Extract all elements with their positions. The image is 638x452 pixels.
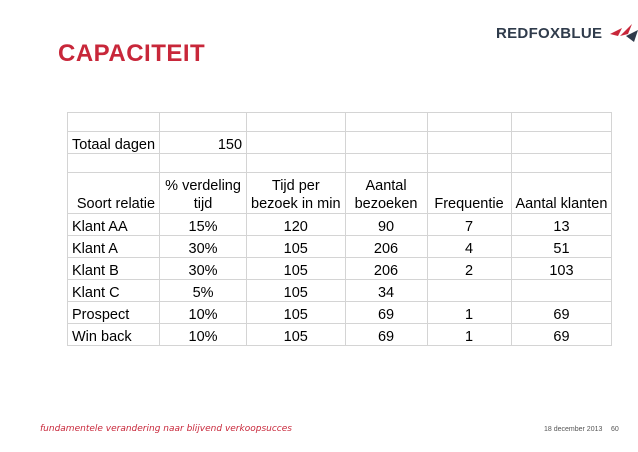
cell-klanten	[511, 280, 612, 302]
empty-row	[68, 154, 612, 173]
cell-tijd: 105	[247, 236, 345, 258]
totals-value: 150	[160, 132, 247, 154]
table-row	[68, 302, 612, 324]
cell-frequentie: 4	[427, 236, 511, 258]
brand-logo	[496, 22, 638, 44]
header-tijd-line2: bezoek in min	[251, 196, 341, 212]
table-row	[68, 280, 612, 302]
data-rows	[68, 214, 612, 346]
footer-tagline: fundamentele verandering naar blijvend verkoopsucces	[40, 424, 292, 434]
cell-relatie: Klant A	[68, 236, 160, 258]
cell-bezoeken: 69	[345, 302, 427, 324]
cell-klanten: 69	[511, 302, 612, 324]
cell-bezoeken: 90	[345, 214, 427, 236]
cell-relatie: Klant AA	[68, 214, 160, 236]
cell-frequentie: 1	[427, 302, 511, 324]
header-verdeling	[160, 173, 247, 214]
cell-bezoeken: 69	[345, 324, 427, 346]
cell-klanten: 51	[511, 236, 612, 258]
cell-frequentie: 2	[427, 258, 511, 280]
header-bezoeken-line2: bezoeken	[354, 196, 418, 212]
cell-frequentie	[427, 280, 511, 302]
cell-tijd: 120	[247, 214, 345, 236]
cell-verdeling: 10%	[160, 324, 247, 346]
cell-verdeling: 15%	[160, 214, 247, 236]
cell-relatie: Klant C	[68, 280, 160, 302]
header-tijd-line1: Tijd per	[271, 178, 320, 194]
cell-verdeling: 5%	[160, 280, 247, 302]
cell-bezoeken: 34	[345, 280, 427, 302]
cell-tijd: 105	[247, 302, 345, 324]
table-row	[68, 258, 612, 280]
cell-klanten: 69	[511, 324, 612, 346]
table-row	[68, 214, 612, 236]
totals-label: Totaal dagen	[68, 132, 160, 154]
header-soort-relatie: Soort relatie	[68, 173, 160, 214]
cell-klanten: 103	[511, 258, 612, 280]
header-verdeling-line1: % verdeling	[165, 178, 241, 194]
cell-frequentie: 1	[427, 324, 511, 346]
cell-verdeling: 30%	[160, 258, 247, 280]
cell-verdeling: 10%	[160, 302, 247, 324]
header-bezoeken-line1: Aantal	[365, 178, 407, 194]
header-aantal-klanten: Aantal klanten	[511, 173, 612, 214]
fox-mark-icon	[608, 22, 638, 44]
cell-tijd: 105	[247, 258, 345, 280]
cell-tijd: 105	[247, 280, 345, 302]
cell-tijd: 105	[247, 324, 345, 346]
page-number: 60	[611, 426, 619, 433]
table-row	[68, 236, 612, 258]
logo-text: REDFOXBLUE	[496, 24, 603, 42]
header-tijd-per-bezoek	[247, 173, 345, 214]
cell-verdeling: 30%	[160, 236, 247, 258]
cell-relatie: Win back	[68, 324, 160, 346]
header-verdeling-line2: tijd	[193, 196, 213, 212]
empty-row	[68, 113, 612, 132]
table-row	[68, 324, 612, 346]
header-aantal-bezoeken	[345, 173, 427, 214]
page-title: CAPACITEIT	[58, 40, 206, 67]
header-frequentie: Frequentie	[427, 173, 511, 214]
cell-bezoeken: 206	[345, 236, 427, 258]
cell-bezoeken: 206	[345, 258, 427, 280]
cell-frequentie: 7	[427, 214, 511, 236]
cell-klanten: 13	[511, 214, 612, 236]
cell-relatie: Prospect	[68, 302, 160, 324]
totals-row	[68, 132, 612, 154]
cell-relatie: Klant B	[68, 258, 160, 280]
header-row	[68, 173, 612, 214]
capacity-table	[67, 112, 612, 346]
footer-date: 18 december 2013	[544, 426, 603, 433]
